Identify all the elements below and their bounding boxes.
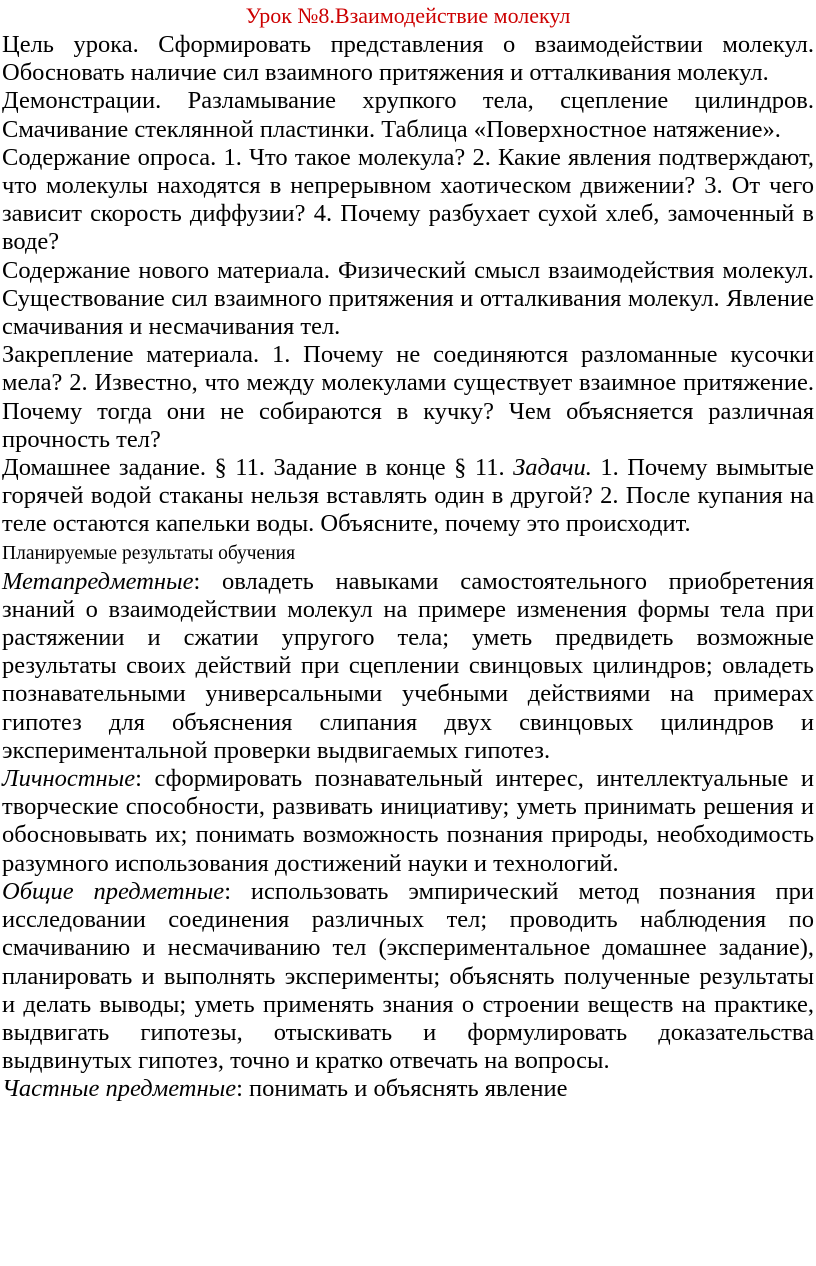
meta-results — [2, 568, 814, 765]
specific-subject-text: : понимать и объяснять явление — [236, 1075, 568, 1103]
homework-intro: Домашнее задание. § 11. Задание в конце § 11. — [2, 454, 514, 482]
new-material: Содержание нового материала. Физический смысл взаимодействия молекул. Существование сил взаимного притяжения и отталкивания молекул. Явление смачивания и несмачивания тел. — [2, 256, 814, 341]
consolidation: Закрепление материала. 1. Почему не соединяются разломанные кусочки мела? 2. Известно, что между молекулами существует взаимное притяжение. Почему тогда они не собираются в кучку? Чем объясняется различная прочность тел? — [2, 341, 814, 453]
survey-content: Содержание опроса. 1. Что такое молекула? 2. Какие явления подтверждают, что молекулы находятся в непрерывном хаотическом движении? 3. От чего зависит скорость диффузии? 4. Почему разбухает сухой хлеб, замоченный в воде? — [2, 143, 814, 256]
specific-subject-results — [2, 1075, 814, 1103]
general-subject-label: Общие предметные — [2, 877, 225, 905]
lesson-goal: Цель урока. Сформировать представления о взаимодействии молекул. Обосновать наличие сил взаимного притяжения и отталкивания молекул. — [2, 31, 814, 87]
homework-tasks-label: Задачи. — [513, 454, 592, 482]
lesson-title: Урок №8.Взаимодействие молекул — [245, 3, 571, 28]
planned-results-heading: Планируемые результаты обучения — [2, 542, 296, 564]
specific-subject-label: Частные предметные — [2, 1075, 237, 1103]
meta-results-text: : овладеть навыками самостоятельного приобретения знаний о взаимодействии молекул на примере изменения формы тела при растяжении и сжатии упругого тела; уметь предвидеть возможные результаты своих действий при сцеплении свинцовых цилиндров; овладеть познавательными универсальными учебными действиями на примерах гипотез для объяснения слипания двух свинцовых цилиндров и экспериментальной проверки выдвигаемых гипотез. — [2, 567, 814, 764]
meta-results-label: Метапредметные — [2, 567, 194, 595]
demonstrations: Демонстрации. Разламывание хрупкого тела, сцепление цилиндров. Смачивание стеклянной пластинки. Таблица «Поверхностное натяжение». — [2, 87, 814, 143]
personal-results-text: : сформировать познавательный интерес, интеллектуальные и творческие способности, развивать инициативу; уметь принимать решения и обосновывать их; понимать возможность познания природы, необходимость разумного использования достижений науки и технологий. — [2, 765, 814, 877]
personal-results — [2, 765, 814, 878]
homework-tasks: 1. Почему вымытые горячей водой стаканы нельзя вставлять один в другой? 2. После купания на теле остаются капельки воды. Объясните, почему это происходит. — [2, 454, 814, 538]
general-subject-text: : использовать эмпирический метод познания при исследовании соединения различных тел; проводить наблюдения по смачиванию и несмачиванию тел (экспериментальное домашнее задание), планировать и выполнять эксперименты; объяснять полученные результаты и делать выводы; уметь применять знания о строении веществ на практике, выдвигать гипотезы, отыскивать и формулировать доказательства выдвинутых гипотез, точно и кратко отвечать на вопросы. — [2, 877, 814, 1075]
personal-results-label: Личностные — [2, 765, 136, 793]
general-subject-results — [2, 878, 814, 1075]
document-page — [2, 0, 814, 1104]
homework — [2, 454, 814, 539]
